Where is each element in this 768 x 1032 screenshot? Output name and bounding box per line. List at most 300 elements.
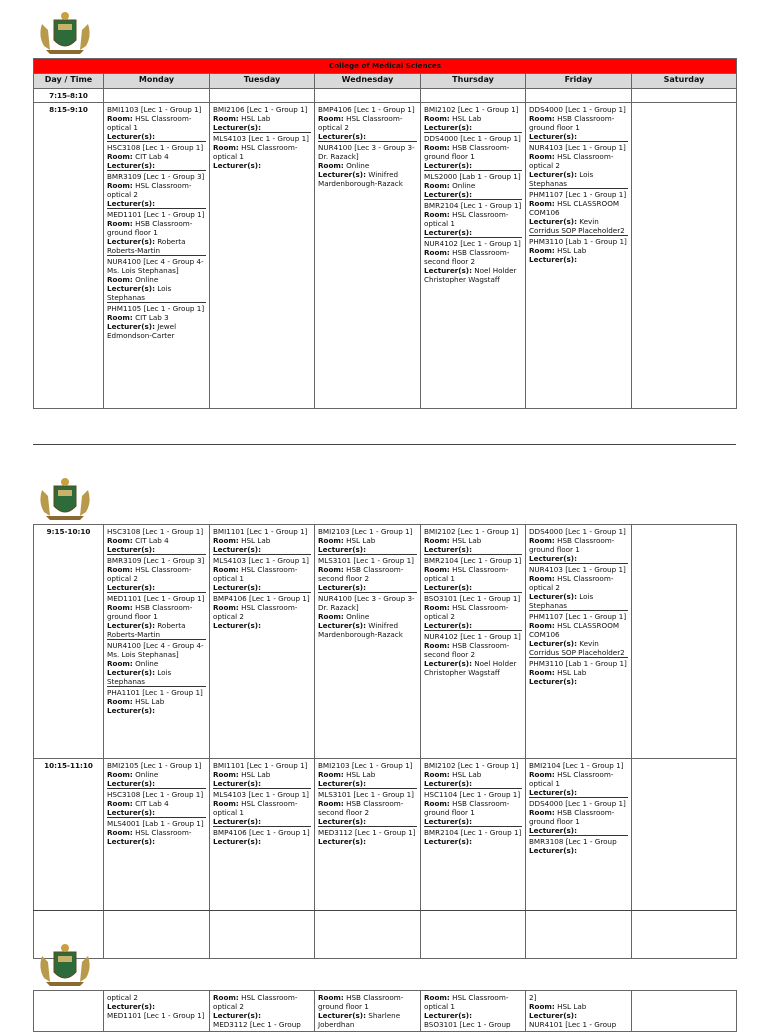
table-row — [34, 525, 737, 759]
room-label: Room: — [529, 152, 555, 161]
schedule-cell — [315, 89, 421, 103]
room-line — [529, 808, 628, 826]
lecturer-line — [107, 621, 206, 639]
room-label: Room: — [318, 161, 344, 170]
room-line — [318, 114, 417, 132]
lecturer-value: Lois Stephanas — [529, 170, 594, 188]
course-entry — [424, 632, 522, 677]
lecturer-line — [424, 583, 522, 592]
course-entry — [529, 237, 628, 264]
lecturer-value: Winifred Mardenborough-Razack — [318, 170, 403, 188]
lecturer-label: Lecturer(s): — [107, 808, 155, 817]
lecturer-line — [107, 161, 206, 170]
cell-line: optical 2 — [107, 993, 138, 1002]
room-value: HSL Classroom-optical 2 — [424, 603, 509, 621]
room-line — [529, 668, 628, 677]
lecturer-label: Lecturer(s): — [318, 170, 366, 179]
room-value: CIT Lab 4 — [132, 152, 169, 161]
lecturer-line — [529, 170, 628, 188]
schedule-cell — [210, 991, 315, 1032]
room-value: HSL Classroom- — [132, 828, 192, 837]
room-label: Room: — [424, 565, 450, 574]
room-value: CIT Lab 4 — [132, 799, 169, 808]
room-line — [529, 621, 628, 639]
schedule-cell — [632, 525, 737, 759]
room-value: HSL Lab — [554, 246, 587, 255]
room-label: Room: — [107, 697, 133, 706]
room-value: HSB Classroom-ground floor 1 — [107, 219, 193, 237]
lecturer-label: Lecturer(s): — [424, 659, 472, 668]
room-line — [107, 181, 206, 199]
lecturer-value: Noel Holder Christopher Wagstaff — [424, 266, 517, 284]
field-label: Room: — [529, 1002, 555, 1011]
cell-line — [424, 1011, 522, 1020]
room-label: Room: — [318, 536, 344, 545]
lecturer-label: Lecturer(s): — [107, 779, 155, 788]
room-value: HSL Lab — [343, 536, 376, 545]
course-code: BMP4106 [Lec 1 - Group 1] — [318, 105, 415, 114]
lecturer-line — [424, 228, 522, 237]
course-code: PHM1107 [Lec 1 - Group 1] — [529, 190, 627, 199]
time-slot-cell: 7:15-8:10 — [34, 89, 104, 103]
room-line — [107, 799, 206, 808]
lecturer-label: Lecturer(s): — [424, 817, 472, 826]
lecturer-label: Lecturer(s): — [213, 583, 261, 592]
course-code: PHA1101 [Lec 1 - Group 1] — [107, 688, 203, 697]
course-code: NUR4100 [Lec 3 - Group 3-Dr. Razack] — [318, 143, 415, 161]
room-value: HSL Lab — [449, 536, 482, 545]
room-value: HSL Classroom-optical 2 — [318, 114, 403, 132]
field-label: Room: — [213, 993, 239, 1002]
lecturer-label: Lecturer(s): — [529, 255, 577, 264]
lecturer-line — [529, 217, 628, 235]
rows-page-1 — [34, 89, 737, 409]
room-line — [107, 828, 206, 837]
course-code: BMI1101 [Lec 1 - Group 1] — [213, 761, 308, 770]
course-code: BMR2104 [Lec 1 - Group 1] — [424, 556, 522, 565]
room-line — [424, 565, 522, 583]
room-value: HSL Classroom-optical 1 — [424, 210, 509, 228]
course-entry — [529, 190, 628, 236]
room-label: Room: — [318, 799, 344, 808]
lecturer-label: Lecturer(s): — [318, 621, 366, 630]
lecturer-line — [529, 677, 628, 686]
lecturer-label: Lecturer(s): — [424, 123, 472, 132]
lecturer-line — [107, 779, 206, 788]
room-line — [424, 641, 522, 659]
lecturer-value: Lois Stephanas — [529, 592, 594, 610]
lecturer-label: Lecturer(s): — [213, 779, 261, 788]
room-line — [424, 114, 522, 123]
page-3-clip — [0, 990, 768, 1029]
lecturer-label: Lecturer(s): — [318, 583, 366, 592]
lecturer-label: Lecturer(s): — [318, 545, 366, 554]
room-line — [107, 659, 206, 668]
lecturer-line — [424, 621, 522, 630]
lecturer-line — [213, 545, 311, 554]
timetable-page-2 — [33, 524, 737, 959]
page-2-clip — [0, 524, 768, 878]
course-code: NUR4100 [Lec 4 - Group 4-Ms. Lois Stephanas] — [107, 641, 204, 659]
room-label: Room: — [529, 621, 555, 630]
schedule-cell — [632, 991, 737, 1032]
course-entry — [318, 828, 417, 846]
lecturer-line — [107, 284, 206, 302]
course-entry — [424, 201, 522, 238]
lecturer-line — [107, 199, 206, 208]
course-entry — [213, 828, 311, 846]
course-entry — [424, 172, 522, 200]
col-header-thursday: Thursday — [421, 74, 526, 89]
course-code: HSC1104 [Lec 1 - Group 1] — [424, 790, 521, 799]
time-cell — [34, 991, 104, 1032]
lecturer-value: Roberta Roberts-Martin — [107, 621, 186, 639]
lecturer-value: Lois Stephanas — [107, 284, 172, 302]
lecturer-line — [424, 659, 522, 677]
schedule-cell — [315, 991, 421, 1032]
lecturer-line — [318, 545, 417, 554]
lecturer-line — [529, 788, 628, 797]
lecturer-label: Lecturer(s): — [318, 817, 366, 826]
col-header-tuesday: Tuesday — [210, 74, 315, 89]
header-row — [34, 74, 737, 89]
lecturer-label: Lecturer(s): — [424, 583, 472, 592]
lecturer-label: Lecturer(s): — [424, 621, 472, 630]
course-code: BMP4106 [Lec 1 - Group 1] — [213, 828, 310, 837]
lecturer-label: Lecturer(s): — [213, 161, 261, 170]
lecturer-label: Lecturer(s): — [318, 779, 366, 788]
lecturer-label: Lecturer(s): — [107, 837, 155, 846]
lecturer-line — [424, 837, 522, 846]
room-line — [529, 246, 628, 255]
schedule-cell — [210, 103, 315, 409]
cell-line — [529, 1002, 628, 1011]
room-line — [107, 275, 206, 284]
room-value: HSL Classroom-optical 2 — [213, 603, 298, 621]
lecturer-line — [107, 545, 206, 554]
room-value: HSB Classroom-second floor 2 — [318, 565, 404, 583]
room-line — [213, 536, 311, 545]
course-code: BMI2102 [Lec 1 - Group 1] — [424, 105, 519, 114]
room-line — [424, 143, 522, 161]
room-label: Room: — [107, 152, 133, 161]
lecturer-line — [529, 132, 628, 141]
schedule-cell — [210, 759, 315, 959]
course-entry — [318, 105, 417, 142]
field-label: Lecturer(s): — [529, 1011, 577, 1020]
course-code: BMI1101 [Lec 1 - Group 1] — [213, 527, 308, 536]
lecturer-label: Lecturer(s): — [529, 554, 577, 563]
room-line — [529, 536, 628, 554]
field-value: HSL Classroom-optical 2 — [213, 993, 298, 1011]
course-code: BMI2102 [Lec 1 - Group 1] — [424, 761, 519, 770]
room-label: Room: — [529, 536, 555, 545]
lecturer-label: Lecturer(s): — [424, 779, 472, 788]
room-value: HSL Lab — [238, 770, 271, 779]
course-entry — [529, 612, 628, 658]
room-value: HSB Classroom-ground floor 1 — [529, 114, 615, 132]
room-value: Online — [132, 659, 159, 668]
lecturer-label: Lecturer(s): — [213, 123, 261, 132]
schedule-cell — [526, 991, 632, 1032]
lecturer-label: Lecturer(s): — [529, 592, 577, 601]
lecturer-label: Lecturer(s): — [529, 788, 577, 797]
lecturer-line — [107, 132, 206, 141]
course-code: BMP4106 [Lec 1 - Group 1] — [213, 594, 310, 603]
room-line — [424, 536, 522, 545]
room-line — [424, 770, 522, 779]
course-code: BMI2103 [Lec 1 - Group 1] — [318, 527, 413, 536]
field-value: HSB Classroom-ground floor 1 — [318, 993, 404, 1011]
course-code: NUR4103 [Lec 1 - Group 1] — [529, 565, 626, 574]
cell-line: BSO3101 [Lec 1 - Group — [424, 1020, 511, 1029]
room-value: HSL Classroom-optical 2 — [529, 574, 614, 592]
room-label: Room: — [213, 114, 239, 123]
coat-of-arms-logo — [34, 476, 96, 522]
lecturer-label: Lecturer(s): — [107, 322, 155, 331]
course-code: NUR4102 [Lec 1 - Group 1] — [424, 632, 521, 641]
course-entry — [318, 556, 417, 593]
course-code: NUR4103 [Lec 1 - Group 1] — [529, 143, 626, 152]
course-code: HSC3108 [Lec 1 - Group 1] — [107, 143, 204, 152]
course-code: MLS4001 [Lab 1 - Group 1] — [107, 819, 204, 828]
schedule-cell — [104, 525, 210, 759]
schedule-cell — [526, 525, 632, 759]
room-value: HSL Lab — [449, 114, 482, 123]
room-label: Room: — [318, 114, 344, 123]
course-entry — [529, 565, 628, 611]
lecturer-value: Winifred Mardenborough-Razack — [318, 621, 403, 639]
field-label: Lecturer(s): — [107, 1002, 155, 1011]
course-code: BMI2104 [Lec 1 - Group 1] — [529, 761, 624, 770]
cell-line — [318, 993, 417, 1011]
room-label: Room: — [529, 246, 555, 255]
course-code: DDS4000 [Lec 1 - Group 1] — [529, 799, 626, 808]
schedule-cell — [104, 103, 210, 409]
course-code: BMI1103 [Lec 1 - Group 1] — [107, 105, 202, 114]
course-code: NUR4102 [Lec 1 - Group 1] — [424, 239, 521, 248]
course-entry — [213, 134, 311, 170]
course-entry — [318, 761, 417, 789]
room-line — [318, 161, 417, 170]
course-entry — [529, 105, 628, 142]
room-label: Room: — [107, 219, 133, 228]
course-code: BMR2104 [Lec 1 - Group 1] — [424, 201, 522, 210]
lecturer-line — [424, 545, 522, 554]
cell-line — [107, 1002, 206, 1011]
room-value: HSB Classroom-second floor 2 — [424, 641, 510, 659]
room-label: Room: — [318, 770, 344, 779]
course-entry — [424, 790, 522, 827]
lecturer-line — [107, 322, 206, 340]
room-value: HSL Classroom-optical 2 — [107, 181, 192, 199]
room-label: Room: — [529, 808, 555, 817]
lecturer-label: Lecturer(s): — [424, 837, 472, 846]
lecturer-line — [318, 583, 417, 592]
schedule-cell — [315, 103, 421, 409]
room-label: Room: — [424, 248, 450, 257]
room-label: Room: — [529, 668, 555, 677]
room-label: Room: — [424, 181, 450, 190]
lecturer-line — [529, 846, 628, 855]
room-label: Room: — [424, 799, 450, 808]
room-value: HSL Lab — [238, 536, 271, 545]
timetable-page-3 — [33, 990, 737, 1032]
time-slot-cell: 9:15-10:10 — [34, 525, 104, 759]
field-value: Sharlene Joberdhan — [318, 1011, 401, 1029]
schedule-cell — [526, 759, 632, 959]
course-entry — [107, 594, 206, 640]
course-entry — [529, 659, 628, 686]
room-line — [107, 152, 206, 161]
room-label: Room: — [424, 770, 450, 779]
schedule-cell — [632, 89, 737, 103]
cell-line — [424, 993, 522, 1011]
cell-line — [213, 1011, 311, 1020]
course-code: MED1101 [Lec 1 - Group 1] — [107, 594, 205, 603]
room-value: HSB Classroom-ground floor 1 — [529, 536, 615, 554]
course-entry — [107, 257, 206, 303]
course-code: BMR3109 [Lec 1 - Group 3] — [107, 172, 205, 181]
room-value: HSL Classroom-optical 1 — [213, 143, 298, 161]
course-entry — [424, 761, 522, 789]
lecturer-line — [107, 583, 206, 592]
room-label: Room: — [424, 143, 450, 152]
room-line — [213, 114, 311, 123]
course-entry — [213, 594, 311, 630]
lecturer-line — [424, 266, 522, 284]
room-label: Room: — [107, 770, 133, 779]
schedule-cell — [315, 759, 421, 959]
room-value: HSB Classroom-ground floor 1 — [107, 603, 193, 621]
col-header-monday: Monday — [104, 74, 210, 89]
table-row — [34, 759, 737, 959]
lecturer-line — [318, 837, 417, 846]
col-header-saturday: Saturday — [632, 74, 737, 89]
room-label: Room: — [424, 114, 450, 123]
lecturer-label: Lecturer(s): — [424, 266, 472, 275]
room-value: HSL Classroom-optical 1 — [529, 770, 614, 788]
lecturer-line — [213, 583, 311, 592]
course-entry — [107, 210, 206, 256]
lecturer-label: Lecturer(s): — [213, 545, 261, 554]
course-entry — [107, 105, 206, 142]
course-code: NUR4100 [Lec 4 - Group 4-Ms. Lois Stephanas] — [107, 257, 204, 275]
lecturer-label: Lecturer(s): — [424, 161, 472, 170]
room-label: Room: — [107, 565, 133, 574]
lecturer-line — [529, 255, 628, 264]
col-header-friday: Friday — [526, 74, 632, 89]
course-code: DDS4000 [Lec 1 - Group 1] — [529, 527, 626, 536]
course-entry — [318, 790, 417, 827]
field-value: HSL Lab — [554, 1002, 587, 1011]
room-value: HSL Lab — [343, 770, 376, 779]
room-label: Room: — [424, 603, 450, 612]
lecturer-line — [107, 237, 206, 255]
field-value: HSL Classroom-optical 1 — [424, 993, 509, 1011]
course-code: MED3112 [Lec 1 - Group 1] — [318, 828, 416, 837]
room-line — [529, 152, 628, 170]
lecturer-line — [213, 161, 311, 170]
schedule-cell — [210, 525, 315, 759]
room-line — [424, 799, 522, 817]
lecturer-line — [318, 817, 417, 826]
lecturer-line — [318, 621, 417, 639]
room-line — [529, 770, 628, 788]
cell-line: NUR4101 [Lec 1 - Group — [529, 1020, 617, 1029]
room-label: Room: — [107, 603, 133, 612]
lecturer-line — [213, 621, 311, 630]
field-label: Lecturer(s): — [424, 1011, 472, 1020]
table-row — [34, 991, 737, 1032]
room-line — [107, 114, 206, 132]
lecturer-label: Lecturer(s): — [107, 706, 155, 715]
course-entry — [107, 556, 206, 593]
lecturer-line — [424, 190, 522, 199]
schedule-cell — [632, 103, 737, 409]
room-label: Room: — [107, 114, 133, 123]
room-label: Room: — [213, 799, 239, 808]
course-code: HSC3108 [Lec 1 - Group 1] — [107, 790, 204, 799]
course-code: BMI2105 [Lec 1 - Group 1] — [107, 761, 202, 770]
room-value: HSL CLASSROOM COM106 — [529, 621, 620, 639]
lecturer-line — [529, 554, 628, 563]
course-code: PHM1107 [Lec 1 - Group 1] — [529, 612, 627, 621]
lecturer-value: Noel Holder Christopher Wagstaff — [424, 659, 517, 677]
course-entry — [213, 527, 311, 555]
course-code: PHM3110 [Lab 1 - Group 1] — [529, 237, 627, 246]
schedule-cell — [315, 525, 421, 759]
room-value: HSL Classroom-optical 1 — [424, 565, 509, 583]
course-entry — [107, 790, 206, 818]
room-line — [107, 770, 206, 779]
lecturer-value: Kevin Corridus SOP Placeholder2 — [529, 217, 625, 235]
lecturer-line — [107, 808, 206, 817]
room-value: HSL Lab — [554, 668, 587, 677]
lecturer-line — [424, 123, 522, 132]
lecturer-label: Lecturer(s): — [107, 621, 155, 630]
cell-line: 2] — [529, 993, 537, 1002]
room-line — [213, 799, 311, 817]
room-label: Room: — [213, 770, 239, 779]
lecturer-label: Lecturer(s): — [529, 639, 577, 648]
lecturer-line — [529, 826, 628, 835]
room-line — [318, 536, 417, 545]
room-value: CIT Lab 4 — [132, 536, 169, 545]
room-value: HSL Classroom-optical 1 — [213, 565, 298, 583]
room-label: Room: — [107, 275, 133, 284]
lecturer-label: Lecturer(s): — [107, 583, 155, 592]
lecturer-label: Lecturer(s): — [529, 170, 577, 179]
coat-of-arms-logo — [34, 942, 96, 988]
course-entry — [213, 790, 311, 827]
lecturer-line — [213, 123, 311, 132]
timetable-page-1 — [33, 58, 737, 409]
lecturer-line — [107, 837, 206, 846]
course-code: BMI2106 [Lec 1 - Group 1] — [213, 105, 308, 114]
course-entry — [107, 819, 206, 846]
field-label: Lecturer(s): — [213, 1011, 261, 1020]
room-line — [213, 565, 311, 583]
room-label: Room: — [213, 143, 239, 152]
schedule-cell — [526, 89, 632, 103]
course-code: HSC3108 [Lec 1 - Group 1] — [107, 527, 204, 536]
lecturer-line — [107, 668, 206, 686]
room-line — [318, 770, 417, 779]
lecturer-label: Lecturer(s): — [318, 132, 366, 141]
lecturer-line — [424, 779, 522, 788]
lecturer-label: Lecturer(s): — [107, 668, 155, 677]
